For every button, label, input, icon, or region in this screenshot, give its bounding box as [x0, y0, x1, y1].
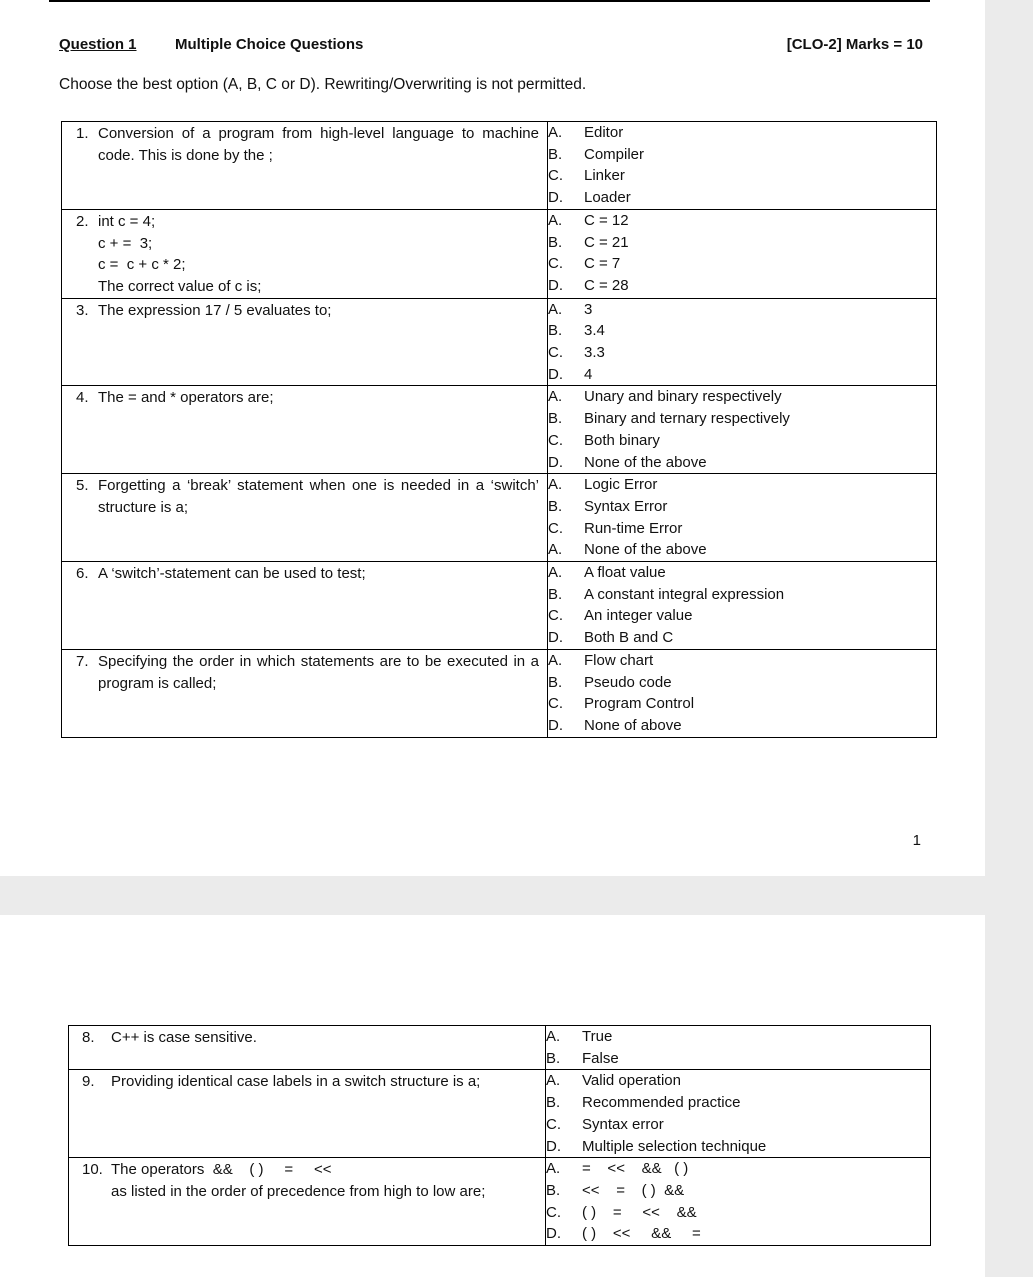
option — [548, 672, 936, 694]
option-text: C = 28 — [584, 276, 629, 294]
question-cell — [69, 1158, 546, 1246]
options-cell — [548, 562, 937, 650]
option-letter: B. — [548, 233, 563, 251]
question-text: c = c + c * 2; — [98, 256, 186, 274]
question-text: int c = 4; — [98, 212, 156, 230]
option-letter: C. — [546, 1115, 561, 1133]
option — [548, 605, 936, 627]
option — [548, 275, 936, 297]
option — [548, 496, 936, 518]
option-text: Both binary — [584, 431, 660, 449]
option — [546, 1048, 930, 1070]
question-number: 4. — [76, 389, 89, 407]
option — [548, 299, 936, 321]
option-letter: D. — [548, 453, 563, 471]
question-number: 10. — [82, 1161, 103, 1179]
question-row — [62, 209, 937, 298]
option-text: Syntax error — [582, 1115, 664, 1133]
question-cell — [62, 122, 548, 210]
option-letter: B. — [548, 322, 563, 340]
option-text: 3.3 — [584, 344, 605, 362]
option-text: C = 12 — [584, 211, 629, 229]
option-text: Valid operation — [582, 1072, 681, 1090]
option-letter: A. — [546, 1028, 561, 1045]
option-text: = << && ( ) — [582, 1160, 689, 1178]
option-text: 3 — [584, 300, 593, 318]
option-letter: B. — [546, 1181, 561, 1199]
option-text: 4 — [584, 365, 593, 383]
option-letter: D. — [548, 365, 563, 383]
option — [548, 232, 936, 254]
option-text: ( ) = << && — [582, 1203, 697, 1221]
option — [548, 562, 936, 584]
option-text: True — [582, 1028, 613, 1045]
option — [548, 342, 936, 364]
question-cell — [62, 474, 548, 562]
question-cell — [62, 562, 548, 650]
question-row — [69, 1026, 931, 1070]
option-letter: D. — [548, 716, 563, 734]
question-cell — [69, 1026, 546, 1070]
option-letter: B. — [548, 585, 563, 603]
question-row — [69, 1158, 931, 1246]
option — [548, 584, 936, 606]
option — [548, 386, 936, 408]
option-text: C = 21 — [584, 233, 629, 251]
options-cell — [546, 1026, 931, 1070]
option-text: Logic Error — [584, 476, 658, 494]
option-text: Unary and binary respectively — [584, 388, 782, 406]
option — [546, 1026, 930, 1048]
option — [548, 627, 936, 649]
option — [548, 518, 936, 540]
question-number: 6. — [76, 565, 89, 583]
option-letter: A. — [546, 1072, 561, 1090]
option-letter: A. — [548, 564, 563, 582]
option-letter: A. — [548, 541, 563, 559]
option-letter: A. — [548, 388, 563, 406]
option — [548, 144, 936, 166]
option-text: Pseudo code — [584, 673, 672, 691]
top-rule — [49, 0, 930, 2]
option — [548, 650, 936, 672]
question-text: Conversion of a program from high-level language to machine code. This is done by the ; — [98, 125, 544, 164]
option — [548, 408, 936, 430]
option — [548, 122, 936, 144]
option — [546, 1180, 930, 1202]
option-text: False — [582, 1049, 619, 1067]
question-cell — [62, 298, 548, 386]
option-text: Compiler — [584, 145, 645, 163]
option — [546, 1158, 930, 1180]
question-text: A ‘switch’-statement can be used to test; — [98, 565, 366, 583]
option — [546, 1136, 930, 1158]
options-cell — [548, 386, 937, 474]
question-text: The = and * operators are; — [98, 389, 274, 407]
question-row — [62, 649, 937, 737]
question-text: Providing identical case labels in a switch structure is a; — [111, 1073, 481, 1091]
question-number: 1. — [76, 125, 89, 142]
option-letter: A. — [548, 651, 563, 669]
question-number: 8. — [82, 1029, 95, 1046]
question-row — [62, 298, 937, 386]
option-letter: A. — [548, 124, 563, 141]
option-text: Flow chart — [584, 651, 654, 669]
option-letter: A. — [546, 1160, 561, 1178]
question-cell — [62, 386, 548, 474]
question-cell — [62, 649, 548, 737]
option-letter: D. — [546, 1137, 561, 1155]
option — [548, 474, 936, 496]
option-letter: C. — [548, 431, 563, 449]
option — [546, 1114, 930, 1136]
options-cell — [548, 474, 937, 562]
option — [548, 253, 936, 275]
section-title: Multiple Choice Questions — [175, 36, 364, 53]
question-number: 9. — [82, 1073, 95, 1091]
option — [548, 539, 936, 561]
option-text: C = 7 — [584, 255, 621, 273]
option — [548, 320, 936, 342]
question-number: 3. — [76, 301, 89, 319]
option — [548, 715, 936, 737]
question-row — [62, 122, 937, 210]
question-number — [76, 276, 98, 298]
option-letter: D. — [546, 1225, 561, 1243]
question-text: C++ is case sensitive. — [111, 1029, 257, 1046]
question-text: The correct value of c is; — [98, 277, 262, 295]
option-text: None of above — [584, 716, 682, 734]
option-text: << = ( ) && — [582, 1181, 685, 1199]
option-letter: C. — [548, 344, 563, 362]
option — [548, 452, 936, 474]
question-text: Specifying the order in which statements are to be executed in a program is called; — [98, 652, 544, 692]
question-text: Forgetting a ‘break’ statement when one is needed in a ‘switch’ structure is a; — [98, 477, 544, 516]
option-letter: D. — [548, 629, 563, 647]
question-number: 7. — [76, 652, 89, 670]
option-text: A constant integral expression — [584, 585, 785, 603]
option-text: Multiple selection technique — [582, 1137, 767, 1155]
option-text: Binary and ternary respectively — [584, 410, 790, 428]
option-letter: D. — [548, 276, 563, 294]
option-letter: C. — [548, 519, 563, 537]
question-cell — [69, 1070, 546, 1158]
option-letter: C. — [548, 255, 563, 273]
option — [548, 430, 936, 452]
option-letter: A. — [548, 211, 563, 229]
question-number — [76, 254, 98, 276]
question-text: as listed in the order of precedence from high to low are; — [111, 1182, 486, 1200]
option-text: ( ) << && = — [582, 1225, 701, 1243]
question-label: Question 1 — [59, 36, 137, 53]
question-text: The operators && ( ) = << — [111, 1161, 332, 1179]
option-text: Both B and C — [584, 629, 674, 647]
question-row — [62, 474, 937, 562]
option-text: None of the above — [584, 453, 707, 471]
option-letter: A. — [548, 300, 563, 318]
marks-label: [CLO-2] Marks = 10 — [786, 36, 923, 53]
option-letter: C. — [548, 607, 563, 625]
option-text: 3.4 — [584, 322, 605, 340]
option-text: None of the above — [584, 541, 707, 559]
option — [548, 187, 936, 209]
option-letter: B. — [548, 145, 563, 163]
option — [548, 210, 936, 232]
option — [546, 1223, 930, 1245]
option — [546, 1092, 930, 1114]
question-row — [62, 386, 937, 474]
option-letter: B. — [546, 1049, 561, 1067]
question-row — [69, 1070, 931, 1158]
option-text: Syntax Error — [584, 497, 668, 515]
option-letter: D. — [548, 189, 563, 207]
options-cell — [548, 209, 937, 298]
question-row — [62, 562, 937, 650]
option-text: Program Control — [584, 695, 695, 713]
mcq-table-page-1 — [61, 121, 937, 738]
option-text: An integer value — [584, 607, 693, 625]
option-letter: B. — [546, 1094, 561, 1112]
question-text: The expression 17 / 5 evaluates to; — [98, 301, 332, 319]
question-number — [82, 1181, 111, 1203]
option-text: Run-time Error — [584, 519, 683, 537]
option — [548, 165, 936, 187]
option-letter: B. — [548, 673, 563, 691]
question-cell — [62, 209, 548, 298]
option-letter: C. — [546, 1203, 561, 1221]
question-number — [76, 233, 98, 255]
option-letter: B. — [548, 497, 563, 515]
option — [546, 1202, 930, 1224]
options-cell — [548, 122, 937, 210]
option-letter: C. — [548, 695, 563, 713]
option-text: Linker — [584, 167, 625, 185]
option-letter: C. — [548, 167, 563, 185]
option — [548, 364, 936, 386]
instructions: Choose the best option (A, B, C or D). Rewriting/Overwriting is not permitted. — [59, 76, 587, 93]
option-text: Loader — [584, 189, 631, 207]
options-cell — [548, 298, 937, 386]
option-letter: A. — [548, 476, 563, 494]
option — [546, 1070, 930, 1092]
option-letter: B. — [548, 410, 563, 428]
options-cell — [546, 1070, 931, 1158]
option — [548, 693, 936, 715]
question-number: 2. — [76, 212, 89, 230]
options-cell — [548, 649, 937, 737]
option-text: Recommended practice — [582, 1094, 741, 1112]
option-text: Editor — [584, 124, 624, 141]
option-text: A float value — [584, 564, 666, 582]
options-cell — [546, 1158, 931, 1246]
page-number: 1 — [912, 832, 921, 849]
question-number: 5. — [76, 477, 89, 495]
mcq-table-page-2 — [68, 1025, 931, 1246]
question-text: c + = 3; — [98, 234, 153, 252]
